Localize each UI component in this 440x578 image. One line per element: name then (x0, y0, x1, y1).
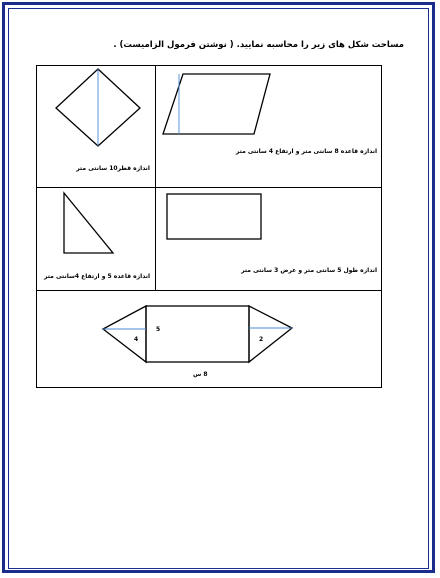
composite-left-triangle (103, 306, 146, 362)
right-triangle-shape (64, 193, 113, 253)
composite-base-label: 8 س (193, 371, 208, 378)
composite-rectangle (146, 306, 249, 362)
shapes-canvas (37, 66, 383, 389)
composite-right-triangle (249, 306, 292, 362)
exercise-table (36, 65, 382, 388)
rectangle-caption: اندازه طول 5 سانتی متر و عرض 3 سانتی متر (241, 267, 377, 274)
composite-rect-height-label: 5 (156, 326, 161, 333)
rhombus-caption: اندازه قطر10 سانتی متر (76, 165, 150, 172)
parallelogram-caption: اندازه قاعده 8 سانتی متر و ارتفاع 4 سانتی متر (235, 148, 377, 155)
composite-left-height-label: 4 (134, 336, 139, 343)
rectangle-shape (167, 194, 261, 239)
composite-right-height-label: 2 (259, 336, 264, 343)
worksheet-title: مساحت شکل های زیر را محاسبه نمایید. ( نوشتن فرمول الزامیست) . (113, 40, 404, 50)
triangle-caption: اندازه قاعده 5 و ارتفاع 4سانتی متر (43, 273, 150, 280)
